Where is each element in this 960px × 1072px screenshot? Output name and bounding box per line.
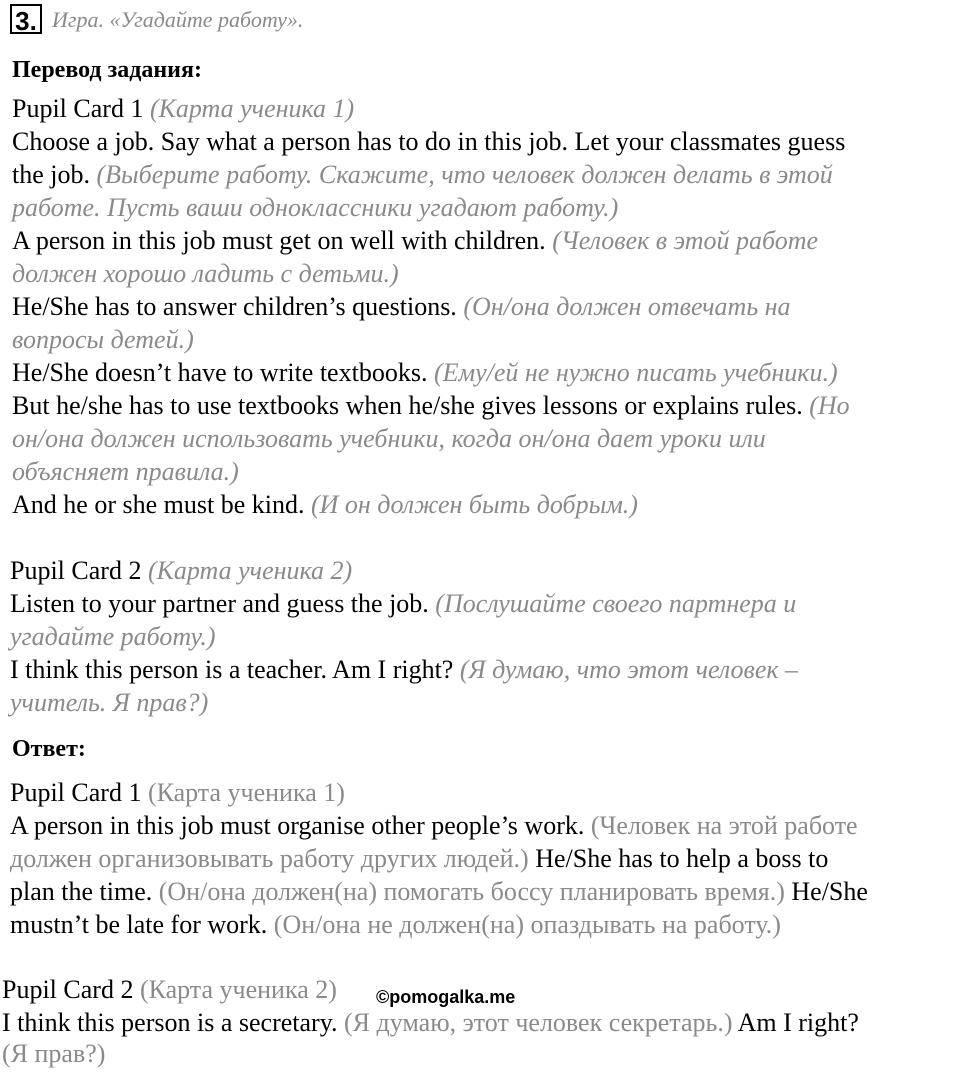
card2-line-1 [10, 588, 796, 620]
ans1-line-1-en: A person in this job must organise other people’s work. [10, 811, 585, 840]
ans1-line-2 [10, 843, 828, 875]
card1-line-10: он/она должен использовать учебники, когда он/она дает уроки или [12, 424, 766, 453]
ans1-title-en: Pupil Card 1 [10, 778, 142, 807]
ans1-title-ru: (Карта ученика 1) [147, 778, 345, 807]
card1-line-8-ru: (Ему/ей не нужно писать учебники.) [433, 358, 838, 387]
ans2-title [2, 974, 337, 1006]
card1-title [12, 93, 354, 125]
card2-line-4: учитель. Я прав?) [10, 688, 209, 717]
ans1-line-3-en: plan the time. [10, 877, 153, 906]
card2-line-3 [10, 654, 798, 686]
card1-title-ru: (Карта ученика 1) [149, 94, 355, 123]
ans2-line-1 [2, 1007, 859, 1039]
ans1-line-2-ru: должен организовывать работу других людей.) [10, 844, 529, 873]
ans2-title-ru: (Карта ученика 2) [139, 975, 337, 1004]
ans1-line-2-en: He/She has to help a boss to [535, 844, 829, 873]
card2-line-1-en: Listen to your partner and guess the job. [10, 589, 429, 618]
ans1-line-3-en2: He/She [791, 877, 868, 906]
card1-line-12-en: And he or she must be kind. [12, 490, 305, 519]
ans1-title [10, 777, 345, 809]
card1-line-12-ru: (И он должен быть добрым.) [310, 490, 638, 519]
card1-line-9 [12, 390, 850, 422]
ans1-line-4 [10, 909, 781, 941]
card1-line-5: должен хорошо ладить с детьми.) [12, 259, 399, 288]
card1-line-8 [12, 357, 838, 389]
ans2-line-2: (Я прав?) [2, 1039, 106, 1068]
card1-line-6 [12, 291, 791, 323]
ans1-line-1 [10, 810, 858, 842]
ans2-line-1-ru: (Я думаю, этот человек секретарь.) [344, 1008, 733, 1037]
card1-line-7: вопросы детей.) [12, 325, 194, 354]
card1-line-1: Choose a job. Say what a person has to do in this job. Let your classmates guess [12, 127, 846, 156]
ans1-line-1-ru: (Человек на этой работе [590, 811, 858, 840]
ans1-line-3 [10, 876, 868, 908]
card1-line-3: работе. Пусть ваши одноклассники угадают работу.) [12, 193, 619, 222]
ans2-title-en: Pupil Card 2 [2, 975, 134, 1004]
card1-line-9-en: But he/she has to use textbooks when he/she gives lessons or explains rules. [12, 391, 803, 420]
ans2-line-1-en: I think this person is a secretary. [2, 1008, 338, 1037]
card2-line-2: угадайте работу.) [10, 622, 216, 651]
card1-line-2-ru: (Выберите работу. Скажите, что человек должен делать в этой [96, 160, 833, 189]
card2-line-3-en: I think this person is a teacher. Am I right? [10, 655, 454, 684]
ans1-line-3-ru: (Он/она должен(на) помогать боссу планировать время.) [158, 877, 785, 906]
card1-line-9-ru: (Но [809, 391, 850, 420]
card1-title-en: Pupil Card 1 [12, 94, 144, 123]
card1-line-6-en: He/She has to answer children’s questions. [12, 292, 457, 321]
task-title: Игра. «Угадайте работу». [52, 7, 304, 32]
task-number: 3. [10, 4, 42, 34]
card1-line-12 [12, 489, 638, 521]
watermark: ©pomogalka.me [376, 987, 516, 1007]
translation-heading: Перевод задания: [12, 57, 202, 83]
card1-line-8-en: He/She doesn’t have to write textbooks. [12, 358, 428, 387]
card2-title-ru: (Карта ученика 2) [147, 556, 353, 585]
card2-title [10, 555, 352, 587]
ans2-line-1-en2: Am I right? [737, 1008, 859, 1037]
card1-line-4-en: A person in this job must get on well with children. [12, 226, 546, 255]
ans1-line-4-ru: (Он/она не должен(на) опаздывать на работу.) [273, 910, 781, 939]
card2-line-3-ru: (Я думаю, что этот человек – [459, 655, 799, 684]
card2-line-1-ru: (Послушайте своего партнера и [435, 589, 797, 618]
card1-line-2-en: the job. [12, 160, 90, 189]
card1-line-4-ru: (Человек в этой работе [552, 226, 819, 255]
card1-line-11: объясняет правила.) [12, 457, 239, 486]
card1-line-2 [12, 159, 833, 191]
ans1-line-4-en: mustn’t be late for work. [10, 910, 268, 939]
card1-line-6-ru: (Он/она должен отвечать на [463, 292, 791, 321]
card1-line-4 [12, 225, 818, 257]
card2-title-en: Pupil Card 2 [10, 556, 142, 585]
answer-heading: Ответ: [12, 736, 86, 762]
